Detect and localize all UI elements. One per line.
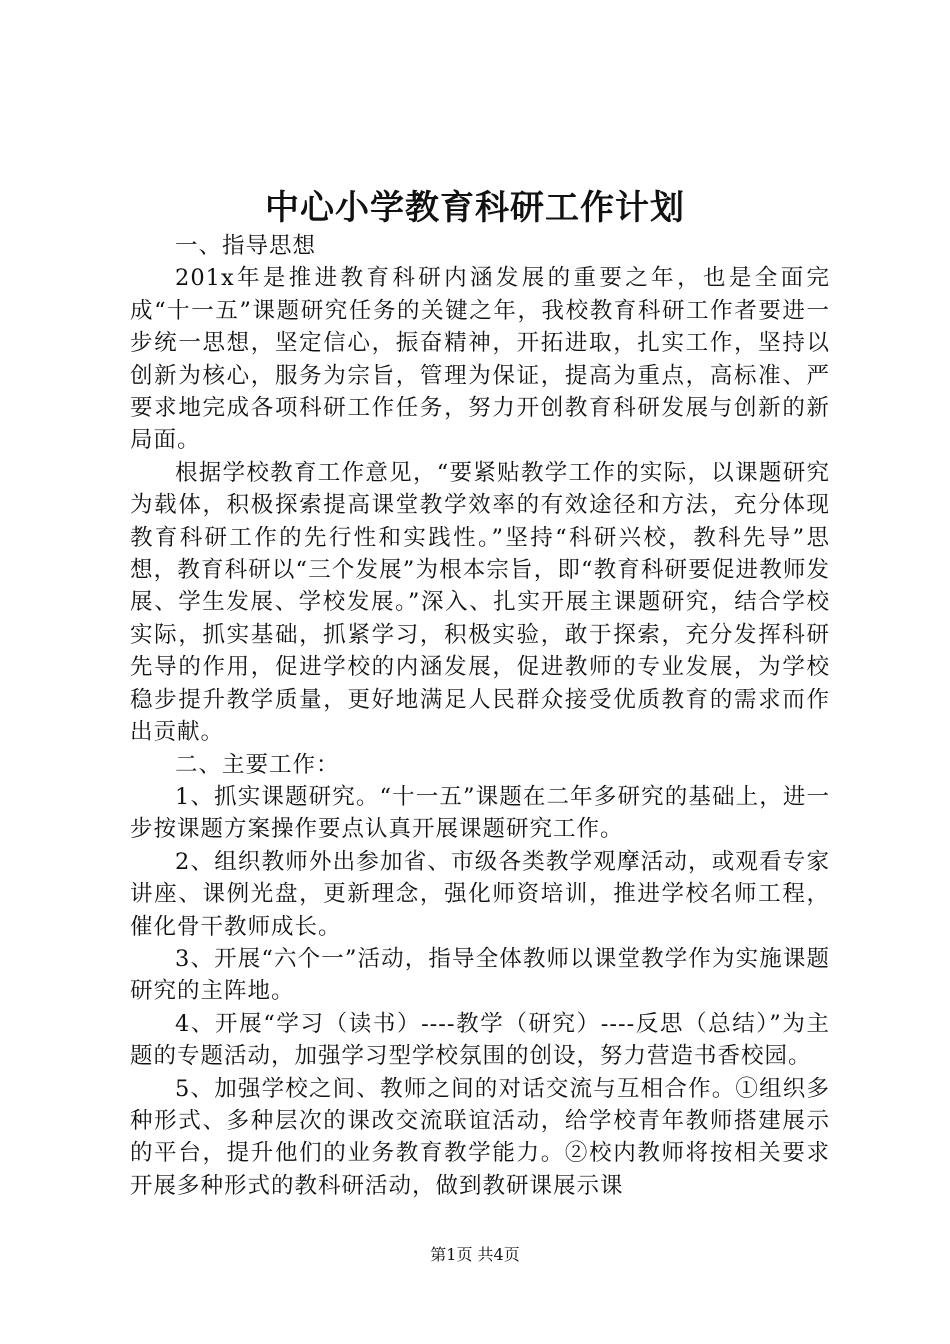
paragraph: 201x年是推进教育科研内涵发展的重要之年，也是全面完成“十一五”课题研究任务的关键之年，我校教育科研工作者要进一步统一思想，坚定信心，振奋精神，开拓进取，扎实工作，坚持以创新为核心，服务为宗旨，管理为保证，提高为重点，高标准、严要求地完成各项科研工作任务，努力开创教育科研发展与创新的新局面。 <box>130 265 830 454</box>
list-item: 3、开展“六个一”活动，指导全体教师以课堂教学作为实施课题研究的主阵地。 <box>130 945 830 1005</box>
paragraph: 根据学校教育工作意见，“要紧贴教学工作的实际，以课题研究为载体，积极探索提高课堂教学效率的有效途径和方法，充分体现教育科研工作的先行性和实践性。”坚持“科研兴校，教科先导”思想，教育科研以“三个发展”为根本宗旨，即“教育科研要促进教师发展、学生发展、学校发展。”深入、扎实开展主课题研究，结合学校实际，抓实基础，抓紧学习，积极实验，敢于探索，充分发挥科研先导的作用，促进学校的内涵发展，促进教师的专业发展，为学校稳步提升教学质量，更好地满足人民群众接受优质教育的需求而作出贡献。 <box>130 459 830 746</box>
document-body <box>130 230 830 1202</box>
list-item: 5、加强学校之间、教师之间的对话交流与互相合作。①组织多种形式、多种层次的课改交流联谊活动，给学校青年教师搭建展示的平台，提升他们的业务教育教学能力。②校内教师将按相关要求开展多种形式的教科研活动，做到教研课展示课 <box>130 1075 830 1199</box>
list-item: 2、组织教师外出参加省、市级各类教学观摩活动，或观看专家讲座、课例光盘，更新理念，强化师资培训，推进学校名师工程，催化骨干教师成长。 <box>130 848 830 940</box>
list-item: 4、开展“学习（读书）----教学（研究）----反思（总结）”为主题的专题活动，加强学习型学校氛围的创设，努力营造书香校园。 <box>130 1010 830 1070</box>
section-heading-main-work: 二、主要工作： <box>175 751 340 778</box>
document-title: 中心小学教育科研工作计划 <box>265 188 685 228</box>
section-heading-guiding-ideology: 一、指导思想 <box>175 233 317 259</box>
list-item: 1、抓实课题研究。“十一五”课题在二年多研究的基础上，进一步按课题方案操作要点认真开展课题研究工作。 <box>130 783 830 843</box>
page-number-footer: 第1页 共4页 <box>430 1245 520 1264</box>
